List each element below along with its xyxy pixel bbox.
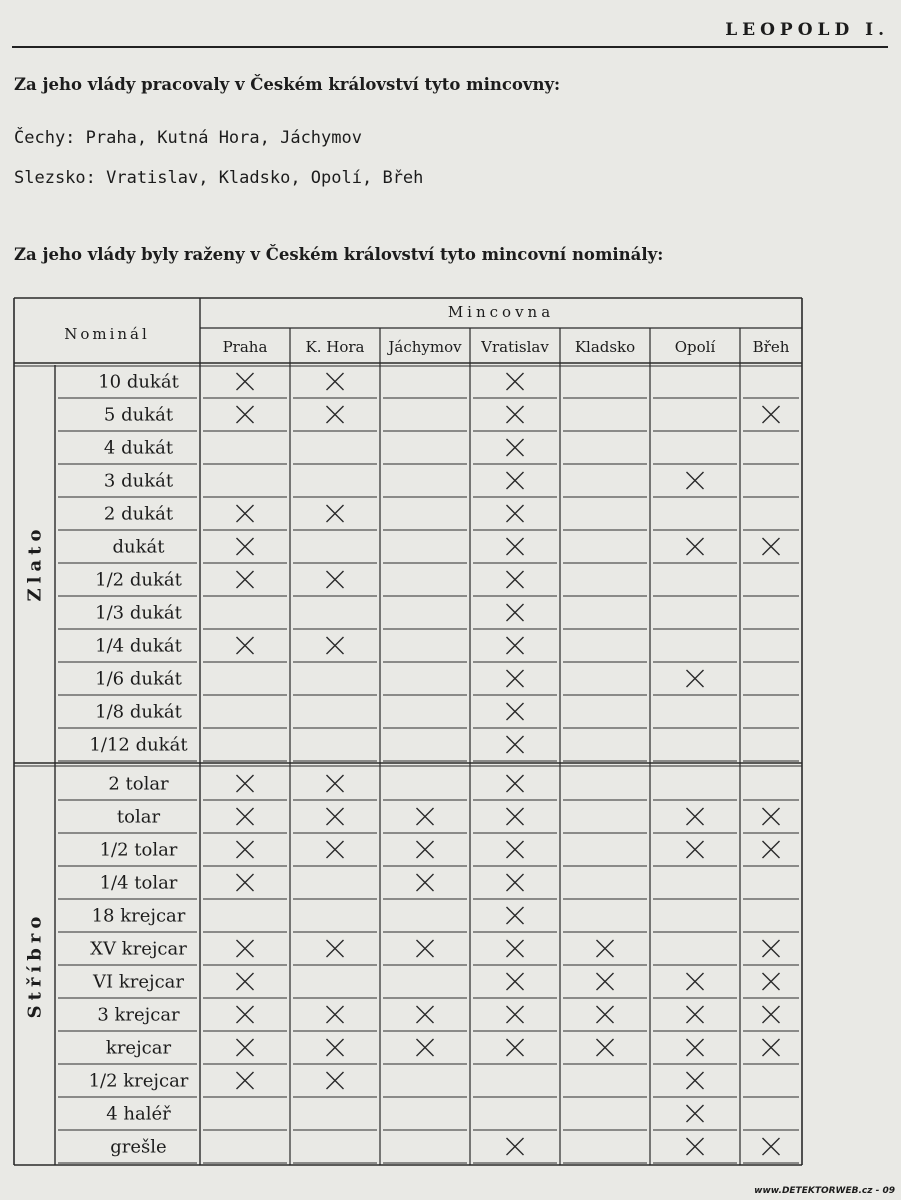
nominal-label: 1/2 krejcar [88, 1070, 189, 1092]
mark-x [507, 472, 524, 489]
mark-x [507, 940, 524, 957]
mark-x [417, 808, 434, 825]
mark-x [507, 841, 524, 858]
mint-column-header: Jáchymov [388, 338, 462, 356]
nominal-label: 1/12 dukát [89, 734, 188, 756]
nominal-label: 2 tolar [108, 773, 169, 795]
group-label: Stříbro [24, 911, 46, 1019]
mark-x [327, 571, 344, 588]
mark-x [417, 1039, 434, 1056]
mark-x [763, 1138, 780, 1155]
nominal-label: krejcar [105, 1037, 172, 1059]
mark-x [237, 571, 254, 588]
nominal-label: 4 dukát [103, 437, 174, 459]
mark-x [507, 505, 524, 522]
nominal-label: grešle [110, 1136, 167, 1158]
nominal-label: 1/8 dukát [95, 701, 182, 723]
mark-x [237, 973, 254, 990]
nominal-label: 1/2 tolar [99, 839, 178, 861]
mark-x [507, 907, 524, 924]
nominal-label: 18 krejcar [91, 905, 186, 927]
mark-x [687, 1039, 704, 1056]
mark-x [507, 973, 524, 990]
mark-x [687, 973, 704, 990]
mark-x [687, 1072, 704, 1089]
nominal-label: 3 krejcar [97, 1004, 180, 1026]
mark-x [597, 1006, 614, 1023]
mark-x [597, 940, 614, 957]
nominal-label: 1/4 dukát [95, 635, 182, 657]
mints-silesia: Slezsko: Vratislav, Kladsko, Opolí, Břeh [14, 168, 424, 188]
mint-column-header: Opolí [674, 338, 716, 356]
mark-x [687, 670, 704, 687]
mark-x [507, 808, 524, 825]
mark-x [763, 808, 780, 825]
nominal-label: 2 dukát [103, 503, 174, 525]
mark-x [687, 1006, 704, 1023]
mint-column-header: K. Hora [305, 338, 365, 356]
mark-x [237, 637, 254, 654]
mark-x [237, 505, 254, 522]
nominal-label: 5 dukát [103, 404, 174, 426]
mark-x [237, 1039, 254, 1056]
running-head: LEOPOLD I. [725, 20, 889, 40]
mark-x [237, 874, 254, 891]
mark-x [507, 1006, 524, 1023]
nominal-label: VI krejcar [93, 971, 184, 993]
nominal-label: 1/6 dukát [95, 668, 182, 690]
mark-x [237, 406, 254, 423]
mark-x [597, 1039, 614, 1056]
nominal-label: 1/3 dukát [95, 602, 182, 624]
mark-x [687, 1138, 704, 1155]
group-label: Zlato [24, 524, 46, 602]
mark-x [507, 775, 524, 792]
mints-bohemia: Čechy: Praha, Kutná Hora, Jáchymov [14, 128, 362, 148]
mark-x [237, 1072, 254, 1089]
mark-x [507, 1138, 524, 1155]
heading-mints: Za jeho vlády pracovaly v Českém království tyto mincovny: [14, 75, 561, 94]
mark-x [327, 505, 344, 522]
mark-x [327, 841, 344, 858]
mark-x [763, 538, 780, 555]
mark-x [507, 373, 524, 390]
mint-column-header: Kladsko [574, 338, 636, 356]
nominal-label: dukát [112, 536, 165, 558]
mark-x [687, 841, 704, 858]
mark-x [763, 406, 780, 423]
mark-x [237, 775, 254, 792]
mark-x [237, 538, 254, 555]
mark-x [507, 874, 524, 891]
mint-group-header: Mincovna [447, 303, 555, 321]
mark-x [237, 841, 254, 858]
nominal-column-header: Nominál [64, 325, 150, 343]
source-credit: www.DETEKTORWEB.cz - 09 [754, 1186, 895, 1196]
mark-x [237, 1006, 254, 1023]
nominal-label: XV krejcar [90, 938, 187, 960]
mint-column-header: Břeh [752, 338, 790, 356]
mark-x [507, 736, 524, 753]
nominal-label: 1/4 tolar [99, 872, 178, 894]
mark-x [507, 637, 524, 654]
mark-x [507, 571, 524, 588]
mark-x [327, 940, 344, 957]
mark-x [417, 940, 434, 957]
mark-x [327, 775, 344, 792]
mark-x [507, 538, 524, 555]
mark-x [237, 373, 254, 390]
mark-x [763, 1039, 780, 1056]
mark-x [417, 841, 434, 858]
nominal-label: 10 dukát [98, 371, 179, 393]
mark-x [327, 1006, 344, 1023]
mark-x [597, 973, 614, 990]
nominal-label: 4 haléř [106, 1103, 171, 1125]
mark-x [687, 1105, 704, 1122]
mark-x [327, 373, 344, 390]
mark-x [327, 406, 344, 423]
mark-x [687, 538, 704, 555]
mark-x [507, 703, 524, 720]
mark-x [507, 604, 524, 621]
mark-x [507, 670, 524, 687]
mark-x [687, 808, 704, 825]
mark-x [327, 1039, 344, 1056]
mark-x [507, 1039, 524, 1056]
mark-x [327, 1072, 344, 1089]
mint-column-header: Vratislav [481, 338, 549, 356]
mark-x [763, 940, 780, 957]
mark-x [237, 940, 254, 957]
mark-x [763, 1006, 780, 1023]
mark-x [417, 1006, 434, 1023]
mark-x [507, 406, 524, 423]
mark-x [327, 808, 344, 825]
nominal-label: tolar [116, 806, 161, 828]
mint-column-header: Praha [222, 338, 268, 356]
heading-denominations: Za jeho vlády byly raženy v Českém království tyto mincovní nominály: [14, 245, 664, 264]
mark-x [763, 973, 780, 990]
mark-x [237, 808, 254, 825]
mark-x [687, 472, 704, 489]
mark-x [417, 874, 434, 891]
nominal-label: 3 dukát [103, 470, 174, 492]
mark-x [763, 841, 780, 858]
mark-x [327, 637, 344, 654]
mark-x [507, 439, 524, 456]
nominal-label: 1/2 dukát [95, 569, 182, 591]
